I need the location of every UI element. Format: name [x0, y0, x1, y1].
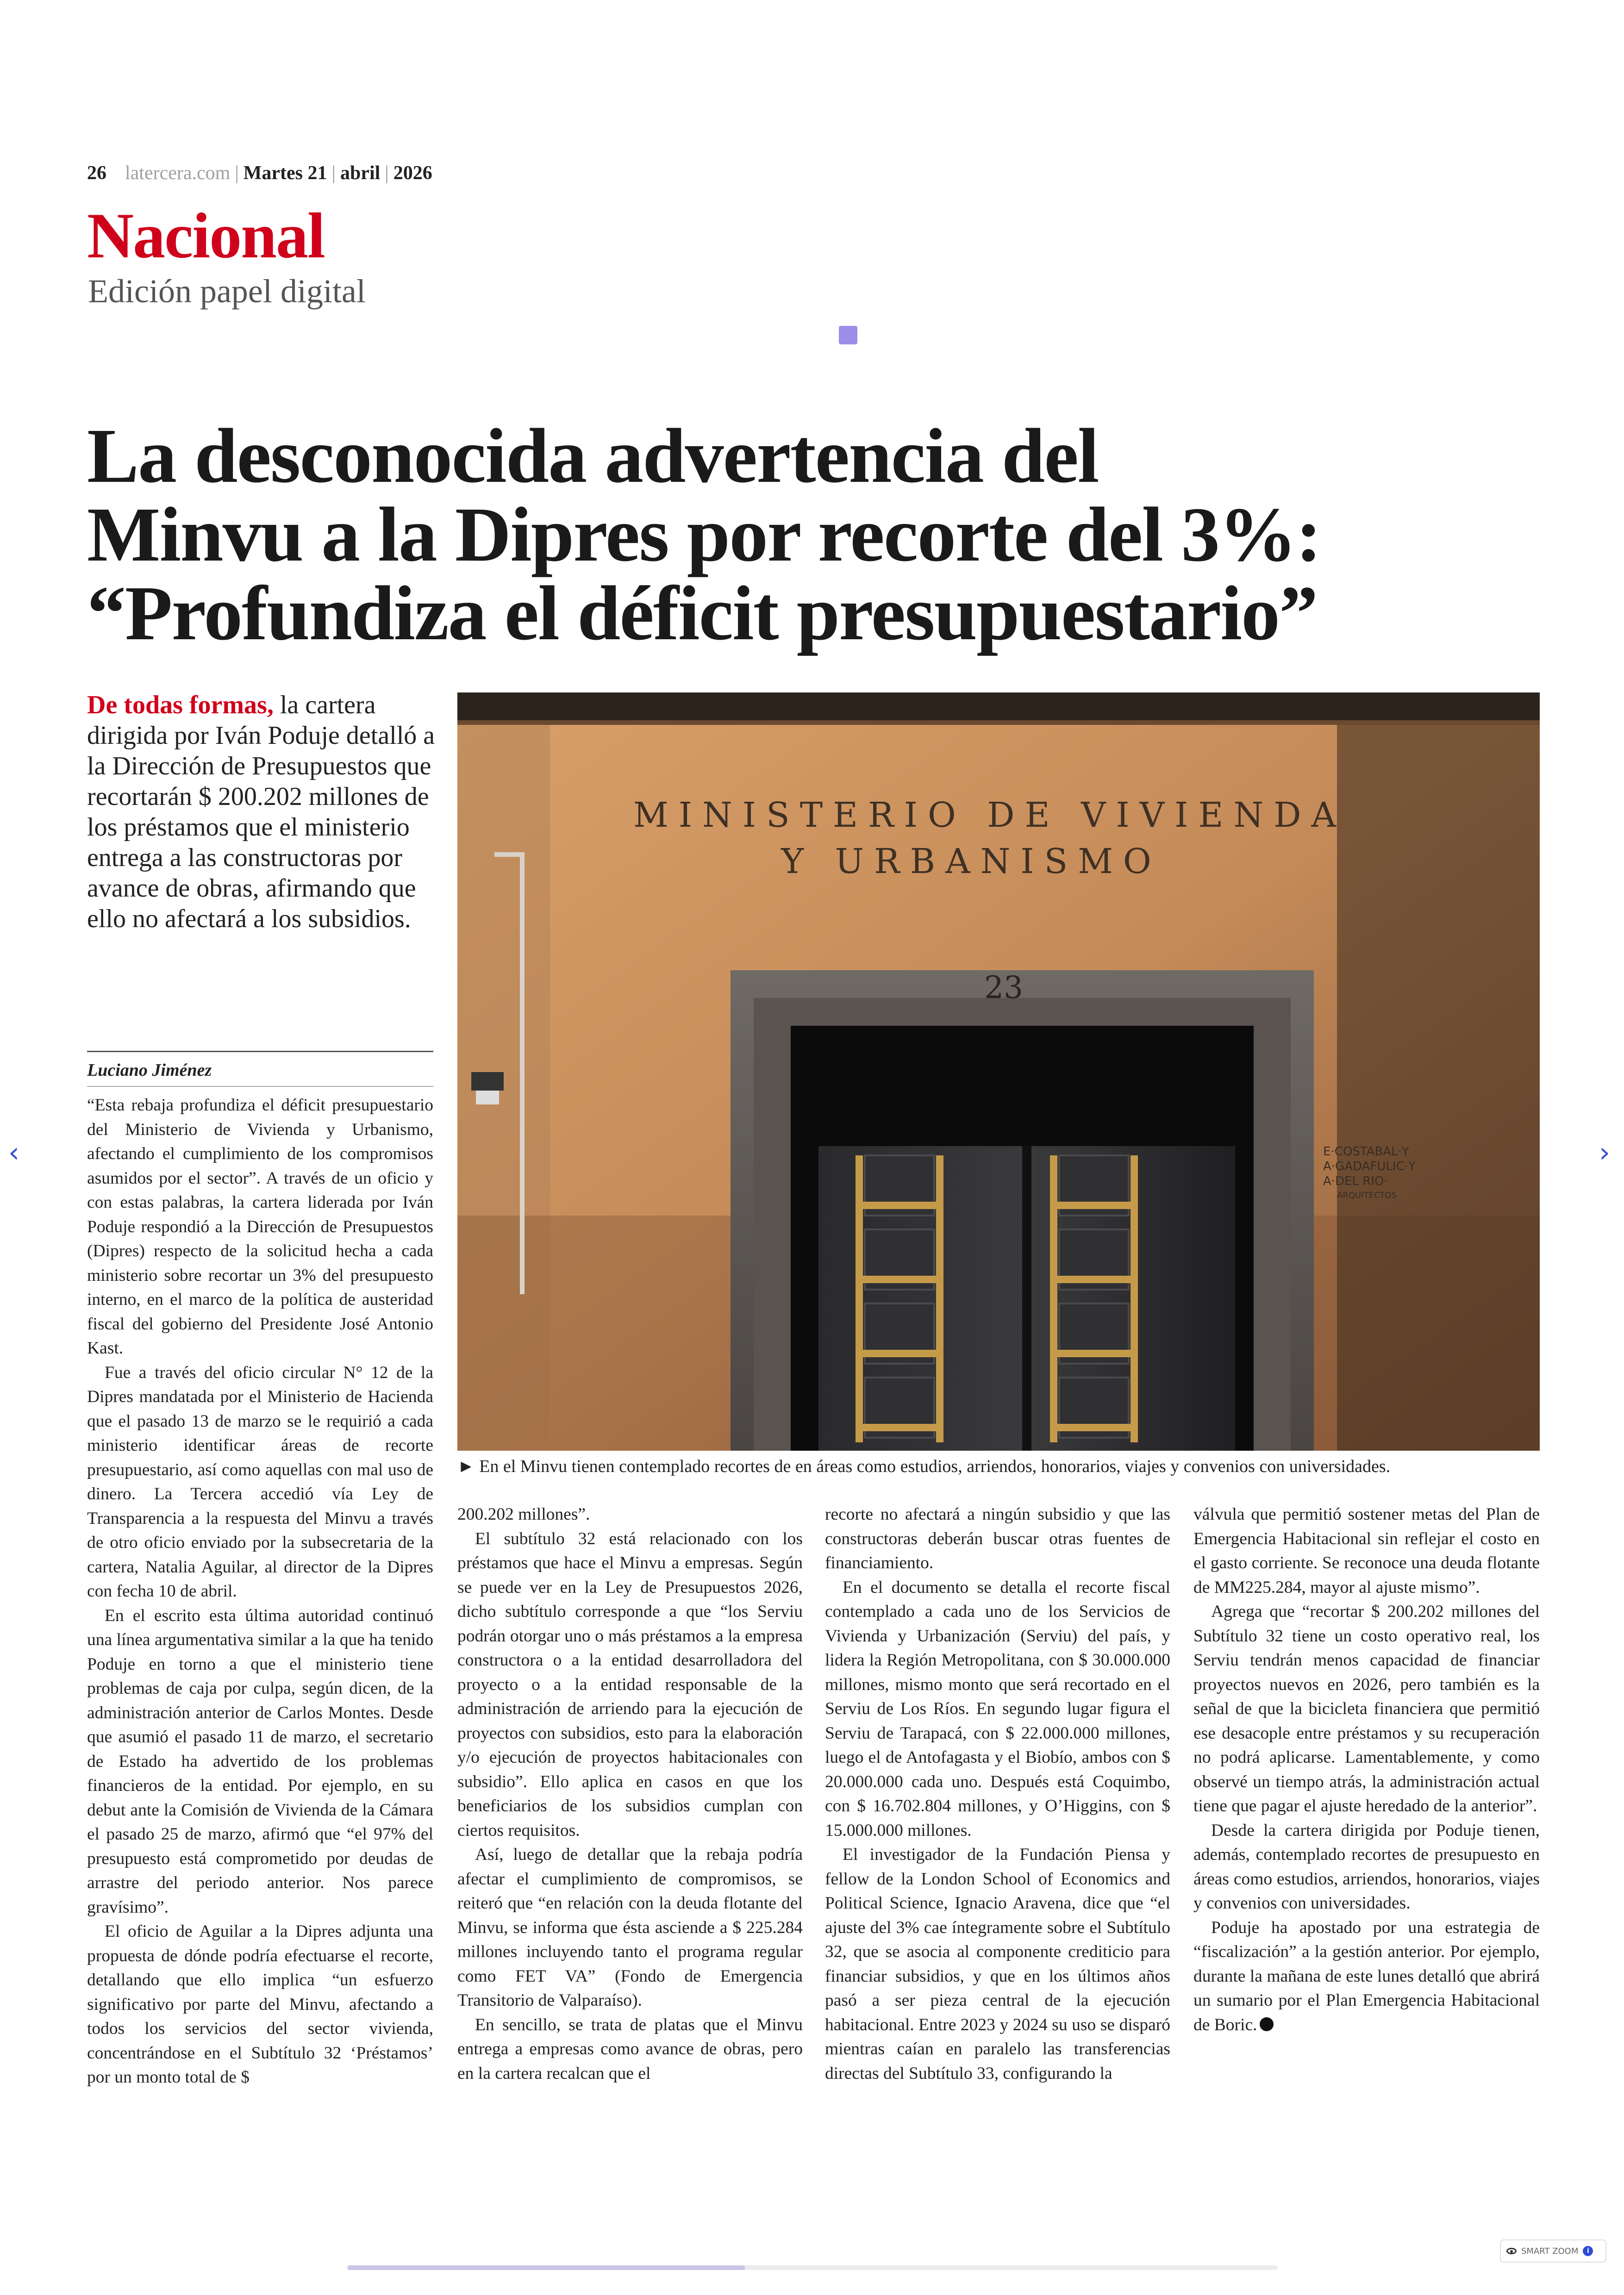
byline: Luciano Jiménez: [87, 1060, 212, 1080]
paragraph: En el documento se detalla el recorte fiscal contemplado a cada uno de los Servicios de Vivienda y Urbanización (Serviu) del país, y lidera la Región Metropolitana, con $ 30.000.000 millones, mismo monto que será recortado en el Serviu de Los Ríos. En segundo lugar figura el Serviu de Tarapacá, con $ 22.000.000 millones, luego el de Antofagasta y el Biobío, ambos con $ 20.000.000 cada uno. Después está Coquimbo, con $ 16.702.804 millones, y O’Higgins, con $ 15.000.000 millones.: [825, 1578, 1170, 1840]
body-column-2: [457, 1503, 803, 2086]
section-title: Nacional: [87, 200, 325, 272]
paragraph: 200.202 millones”.: [457, 1505, 590, 1524]
lead-text: la cartera dirigida por Iván Poduje detalló a la Dirección de Presupuestos que recortarán $ 200.202 millones de los préstamos que el ministerio entrega a las constructoras por avance de obras, afirmando que ello no afectará a los subsidios.: [87, 691, 435, 933]
paragraph: Fue a través del oficio circular N° 12 de la Dipres mandatada por el Ministerio de Hacienda que el pasado 13 de marzo se le requirió a cada ministerio identificar áreas de recorte presupuestario, así como aquellas con mal uso de dinero. La Tercera accedió vía Ley de Transparencia a la respuesta del Minvu a través de otro oficio enviado por la subsecretaria de la cartera, Natalia Aguilar, al director de la Dipres con fecha 10 de abril.: [87, 1363, 433, 1601]
plaque-line: E·COSTABAL·Y: [1323, 1145, 1409, 1159]
byline-divider: [87, 1051, 433, 1052]
headline-line: La desconocida advertencia del: [87, 413, 1099, 499]
article-headline: [87, 413, 1568, 656]
header-separator: |: [235, 162, 239, 184]
lead-kicker: De todas formas,: [87, 691, 274, 719]
previous-page-arrow-icon[interactable]: ‹: [8, 1136, 19, 1169]
paragraph: El oficio de Aguilar a la Dipres adjunta una propuesta de dónde podría efectuarse el recorte, detallando que ello implica “un esfuerzo significativo por parte del Minvu, afectando a todos los servicios del sector vivienda, concentrándose en el Subtítulo 32 ‘Préstamos’ por un monto total de $: [87, 1922, 433, 2087]
page-number: 26: [87, 162, 106, 184]
headline-line: Minvu a la Dipres por recorte del 3%:: [87, 492, 1321, 578]
smart-zoom-label: SMART ZOOM: [1521, 2246, 1579, 2256]
plaque-line: ARQUITECTOS: [1337, 1191, 1397, 1200]
site-name: latercera.com: [125, 162, 231, 184]
body-column-3: [825, 1503, 1170, 2086]
header-date: Martes 21: [243, 162, 327, 184]
article-lead: [87, 690, 439, 934]
plaque-line: A·GADAFULIC·Y: [1323, 1160, 1416, 1173]
paragraph: [1193, 1916, 1540, 2038]
next-page-arrow-icon[interactable]: ›: [1599, 1136, 1610, 1169]
headline-line: “Profundiza el déficit presupuestario”: [87, 570, 1318, 656]
bookmark-icon[interactable]: [839, 326, 857, 344]
header-separator: |: [331, 162, 336, 184]
smart-zoom-button[interactable]: [1500, 2239, 1606, 2263]
paragraph: Así, luego de detallar que la rebaja podría afectar el cumplimiento de compromisos, se reiteró que “en relación con la deuda flotante del Minvu, se informa que ésta asciende a $ 225.284 millones incluyendo tanto el programa regular como FET VA” (Fondo de Emergencia Transitorio de Valparaíso).: [457, 1845, 803, 2010]
header-year: 2026: [393, 162, 432, 184]
ministry-building-illustration: [457, 692, 1540, 1451]
article-photo: [457, 692, 1540, 1451]
paragraph-text: Poduje ha apostado por una estrategia de “fiscalización” a la gestión anterior. Por ejemplo, durante la mañana de este lunes detalló que abrirá un sumario por el Plan Emergencia Habitacional de Boric.: [1193, 1918, 1540, 2034]
header-month: abril: [340, 162, 381, 184]
edition-label: Edición papel digital: [88, 273, 366, 310]
paragraph: “Esta rebaja profundiza el déficit presupuestario del Ministerio de Vivienda y Urbanismo, afectando el cumplimiento de los compromisos asumidos por el sector”. A través de un oficio y con estas palabras, la cartera liderada por Iván Poduje respondió a la Dirección de Presupuestos (Dipres) respecto de la solicitud hecha a cada ministerio sobre recortar un 3% del presupuesto interno, en el marco de la política de austeridad fiscal del gobierno del Presidente José Antonio Kast.: [87, 1096, 433, 1358]
byline-divider: [87, 1086, 433, 1087]
scrollbar-thumb[interactable]: [347, 2265, 745, 2270]
paragraph: Desde la cartera dirigida por Poduje tienen, además, contemplado recortes de presupuesto en áreas como estudios, arriendos, honorarios, viajes y convenios con universidades.: [1193, 1821, 1540, 1913]
paragraph: El investigador de la Fundación Piensa y fellow de la London School of Economics and Political Science, Ignacio Aravena, dice que “el ajuste del 3% cae íntegramente sobre el Subtítulo 32, que se asocia al componente crediticio para financiar subsidios, y que en los últimos años pasó a ser pieza central de la ejecución habitacional. Entre 2023 y 2024 su uso se disparó mientras caían en paralelo las transferencias directas del Subtítulo 33, configurando la: [825, 1845, 1170, 2083]
page-header: [87, 162, 432, 184]
plaque-line: A·DEL RIO·: [1323, 1174, 1388, 1188]
body-column-4: [1193, 1503, 1540, 2037]
body-column-1: [87, 1093, 433, 2090]
paragraph: El subtítulo 32 está relacionado con los préstamos que hace el Minvu a empresas. Según se puede ver en la Ley de Presupuestos 2026, dicho subtítulo corresponde a que “los Serviu podrán otorgar uno o más préstamos a la empresa constructora o a la entidad desarrolladora del proyecto o a la entidad responsable de la administración de arriendo para la ejecución de proyectos con subsidios, esto para la elaboración y/o ejecución de proyectos habitacionales con subsidio”. Ello aplica en casos en que los beneficiarios de los subsidios cumplan con ciertos requisitos.: [457, 1529, 803, 1840]
paragraph: En el escrito esta última autoridad continuó una línea argumentativa similar a la que ha tenido Poduje en torno a que el ministerio tiene problemas de caja por culpa, según dicen, de la administración anterior de Carlos Montes. Desde que asumió el pasado 11 de marzo, el secretario de Estado ha advertido de los problemas financieros de la entidad. Por ejemplo, en su debut ante la Comisión de Vivienda de la Cámara el pasado 25 de marzo, afirmó que “el 97% del presupuesto está comprometido por deudas de arrastre del periodo anterior. Nos parece gravísimo”.: [87, 1606, 433, 1917]
header-separator: |: [385, 162, 389, 184]
paragraph: válvula que permitió sostener metas del Plan de Emergencia Habitacional sin reflejar el costo en el gasto corriente. Se reconoce una deuda flotante de MM225.284, mayor al ajuste mismo”.: [1193, 1505, 1540, 1597]
photo-caption: ► En el Minvu tienen contemplado recortes de en áreas como estudios, arriendos, honorarios, viajes y convenios con universidades.: [457, 1457, 1391, 1476]
inscription-line1: MINISTERIO DE VIVIENDA: [633, 795, 1346, 835]
info-icon[interactable]: i: [1583, 2246, 1593, 2256]
building-number: 23: [984, 970, 1023, 1005]
inscription-line2: Y URBANISMO: [781, 842, 1162, 881]
paragraph: Agrega que “recortar $ 200.202 millones del Subtítulo 32 tiene un costo operativo real, los Serviu tendrán menos capacidad de financiar proyectos nuevos en 2026, pero también es la señal de que la bicicleta financiera que permitió ese desacople entre préstamos y su recuperación no podrá aplicarse. Lamentablemente, y como observé un tiempo atrás, la administración actual tiene que pagar el ajuste heredado de la anterior”.: [1193, 1602, 1540, 1815]
eye-icon: [1506, 2248, 1517, 2254]
paragraph: recorte no afectará a ningún subsidio y que las constructoras deberán buscar otras fuentes de financiamiento.: [825, 1505, 1170, 1572]
paragraph: En sencillo, se trata de platas que el Minvu entrega a empresas como avance de obras, pero en la cartera recalcan que el: [457, 2015, 803, 2083]
end-mark-icon: [1260, 2017, 1274, 2031]
